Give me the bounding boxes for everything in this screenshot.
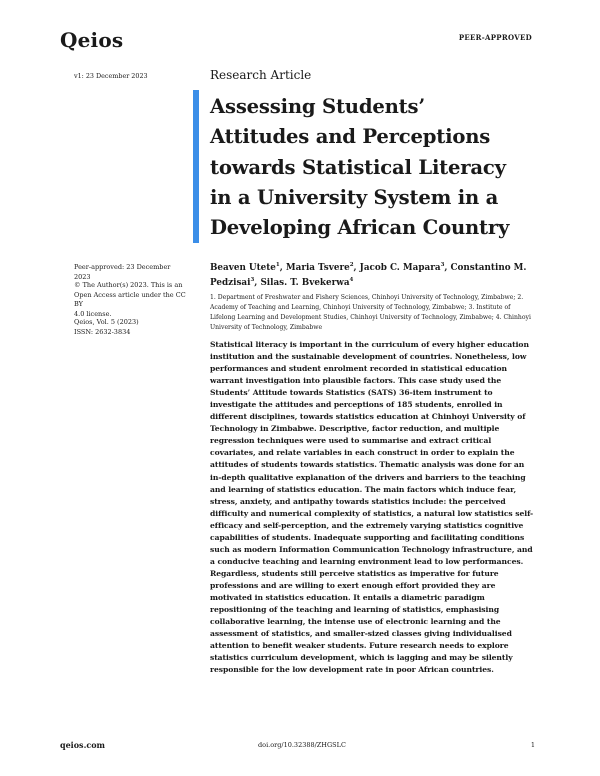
page-number: 1 <box>530 741 535 749</box>
author[interactable]: Silas. T. Bvekerwa$^4$ <box>260 277 354 288</box>
journal-info <box>74 318 186 337</box>
footer-site-link[interactable]: qeios.com <box>60 740 106 750</box>
author-affiliations: 1. Department of Freshwater and Fishery Sciences, Chinhoyi University of Technology, Zimbabwe; 2. Academy of Teaching and Learning, Chinhoyi University of Technology, Zimbabwe; 3. Institute of Lifelong Learning and Development Studies, Chinhoyi University of Technology, Zimbabwe; 4. Chinhoyi University of Technology, Zimbabwe <box>210 294 531 331</box>
peer-approved-badge: PEER-APPROVED <box>458 33 532 42</box>
author[interactable]: Jacob C. Mapara$^3$ <box>359 262 445 273</box>
peer-approved-date: Peer-approved: 23 December 2023 <box>74 263 171 281</box>
journal-volume: Qeios, Vol. 5 (2023) <box>74 318 139 326</box>
article-title: Assessing Students’ Attitudes and Perceptions towards Statistical Literacy in a University System in a Developing African Country <box>210 95 510 240</box>
version-date: v1: 23 December 2023 <box>74 72 148 80</box>
author[interactable]: Maria Tsvere$^2$ <box>285 262 354 273</box>
abstract: Statistical literacy is important in the curriculum of every higher education institution and the sustainable development of countries. Nonetheless, low performances and student enrolment recorded in statistical education warrant investigation into plausible factors. This case study used the Students’ Attitude towards Statistics (SATS) 36-item instrument to investigate the attitudes and perceptions of 185 students, enrolled in different disciplines, towards statistics education at Chinhoyi University of Technology in Zimbabwe. Descriptive, factor reduction, and multiple regression techniques were used to summarise and extract critical covariates, and relate variables in each construct in order to explain the attitudes of students towards statistics. Thematic analysis was done for an in-depth qualitative explanation of the drivers and barriers to the teaching and learning of statistics education. The main factors which induce fear, stress, anxiety, and antipathy towards statistics include: the perceived difficulty and numerical complexity of statistics, a natural low statistics self-efficacy and self-perception, and the extremely varying statistics cognitive capabilities of students. Inadequate supporting and facilitating conditions such as modern Information Communication Technology infrastructure, and a conducive teaching and learning environment lead to low performances. Regardless, students still perceive statistics as imperative for future professions and are willing to exert enough effort provided they are motivated in statistics education. It entails a diametric paradigm repositioning of the teaching and learning of statistics, emphasising collaborative learning, the intense use of electronic learning and the assessment of statistics, and smaller-sized classes giving individualised attention to benefit weaker students. Future research needs to explore statistics curriculum development, which is lagging and may be silently responsible for the low development rate in poor African countries. <box>210 340 534 675</box>
journal-issn: ISSN: 2632-3834 <box>74 327 131 336</box>
article-type: Research Article <box>210 68 312 82</box>
license-line: Open Access article under the CC BY <box>74 290 186 309</box>
footer-doi[interactable]: doi.org/10.32388/ZHGSLC <box>258 741 346 749</box>
author[interactable]: Constantino M. Pedzisai$^3$ <box>210 263 527 288</box>
license-line: 4.0 license. <box>74 309 112 318</box>
license-note[interactable] <box>74 281 186 319</box>
license-line: © The Author(s) 2023. This is an <box>74 281 183 289</box>
qeios-logo[interactable]: Qeios <box>60 28 124 52</box>
author[interactable]: Beaven Utete$^1$ <box>210 262 280 273</box>
author-list: Beaven Utete$^1$, Maria Tsvere$^2$, Jacob C. Mapara$^3$, Constantino M. Pedzisai$^3$, Silas. T. Bvekerwa$^4$ <box>210 262 527 288</box>
title-accent-bar <box>193 90 199 243</box>
